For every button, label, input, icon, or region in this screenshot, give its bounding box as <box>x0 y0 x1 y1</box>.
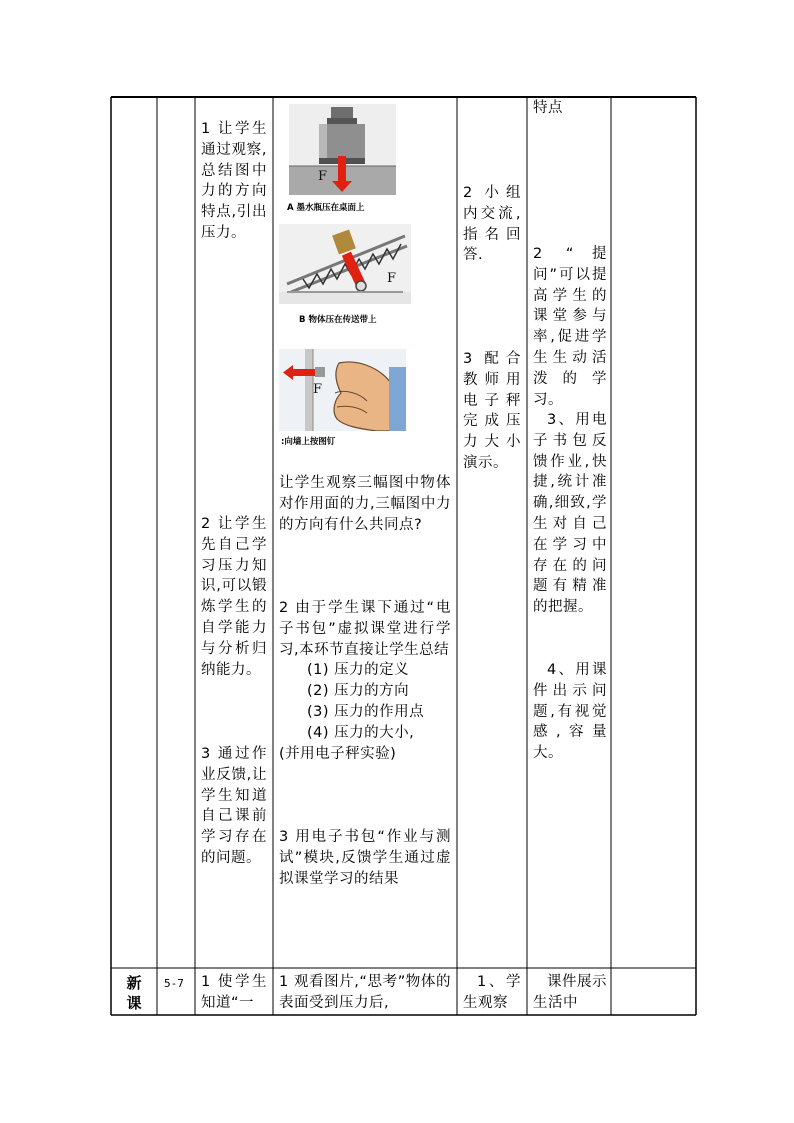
section-label-line2: 课 <box>126 994 142 1012</box>
figure-a-caption: A 墨水瓶压在桌面上 <box>287 203 365 213</box>
summary-intro: 2 由于学生课下通过“电子书包”虚拟课堂进行学习,本环节直接让学生总结 <box>279 600 451 658</box>
figure-c-force-label: F <box>313 382 323 397</box>
figure-c-caption: :向墙上按图钉 <box>281 437 336 447</box>
intent-point-2: 2 “提问”可以提高学生的课堂参与率,促进学生生动活泼的学习。 <box>533 246 607 408</box>
summary-item-3: (3) 压力的作用点 <box>307 703 425 720</box>
summary-note: (并用电子秤实验) <box>279 745 397 762</box>
teacher-observe-text: 让学生观察三幅图中物体对作用面的力,三幅图中力的方向有什么共同点? <box>279 475 451 533</box>
figure-b-caption: B 物体压在传送带上 <box>299 315 377 325</box>
student-step-2: 2 小组内交流,指名回答. <box>463 185 521 264</box>
bottom-goal: 1 使学生知道“一 <box>201 974 267 1011</box>
intent-point-4: 4、用课件出示问题,有视觉感,容量大。 <box>533 662 607 762</box>
figure-a-force-label: F <box>318 169 328 184</box>
intent-point-3: 3、用电子书包反馈作业,快捷,统计准确,细致,学生对自己在学习中存在的问题有精准的把握。 <box>533 412 607 616</box>
figure-ink-bottle <box>289 104 396 195</box>
goal-2-text: 2 让学生先自己学习压力知识,可以锻炼学生的自学能力与分析归纳能力。 <box>201 516 267 678</box>
summary-item-1: (1) 压力的定义 <box>307 662 410 679</box>
section-label-line1: 新 <box>126 974 142 992</box>
teacher-summary-block <box>279 598 451 764</box>
summary-item-2: (2) 压力的方向 <box>307 683 410 700</box>
figure-push-pin-wall <box>279 349 406 431</box>
bottom-intent: 课件展示生活中 <box>533 974 607 1011</box>
bottom-teacher: 1 观看图片,“思考”物体的表面受到压力后, <box>279 974 451 1011</box>
intent-top: 特点 <box>533 100 563 116</box>
goal-3-text: 3 通过作业反馈,让学生知道自己课前学习存在的问题。 <box>201 746 267 866</box>
summary-item-4: (4) 压力的大小, <box>307 724 415 741</box>
time-value: 5-7 <box>164 977 184 990</box>
teacher-feedback-text: 3 用电子书包“作业与测试”模块,反馈学生通过虚拟课堂学习的结果 <box>279 829 451 887</box>
goal-1-text: 1 让学生通过观察,总结图中力的方向特点,引出压力。 <box>201 121 267 241</box>
student-step-3: 3 配合教师用电子秤完成压力大小演示。 <box>463 351 521 471</box>
figure-conveyor-belt <box>279 224 411 304</box>
figure-b-force-label: F <box>387 271 397 286</box>
bottom-student: 1、学生观察 <box>463 974 521 1011</box>
